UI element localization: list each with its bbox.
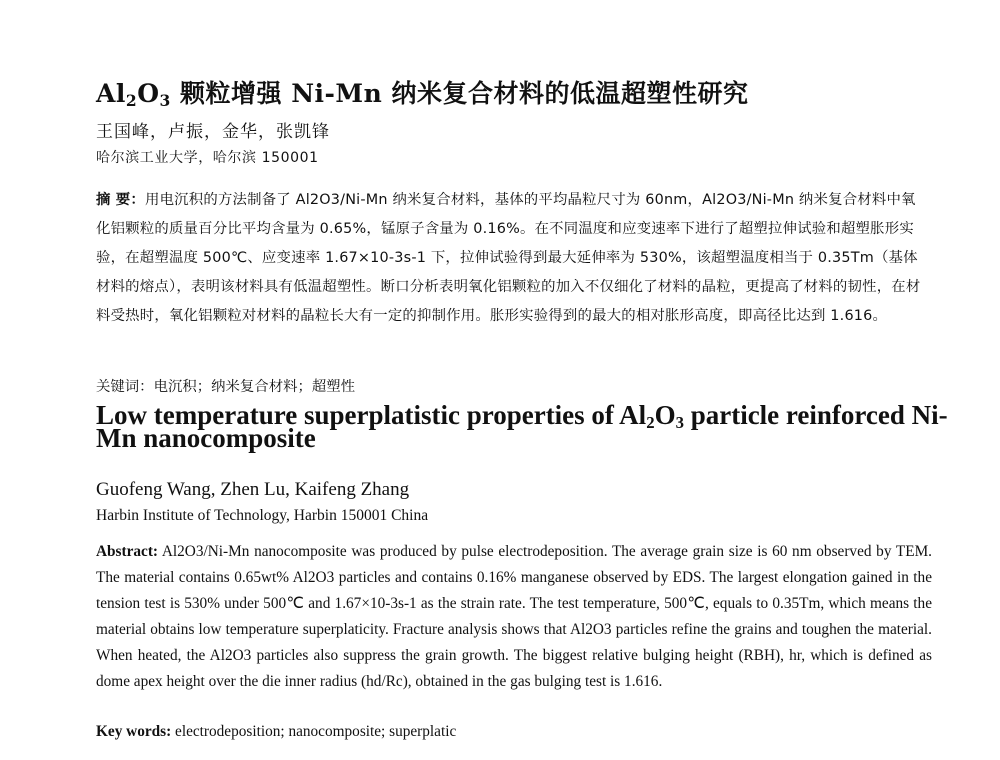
english-title-sub2: 3	[675, 413, 684, 433]
chinese-title	[96, 78, 748, 110]
chinese-title-part2: O	[137, 79, 160, 108]
english-title-part1: Low temperature superplatistic properties of Al	[96, 400, 647, 430]
chinese-affiliation: 哈尔滨工业大学，哈尔滨 150001	[96, 150, 319, 166]
chinese-abstract	[96, 186, 926, 331]
english-keywords	[96, 721, 456, 743]
chinese-title-part3: 颗粒增强 Ni-Mn 纳米复合材料的低温超塑性研究	[170, 79, 749, 108]
english-abstract-text: Al2O3/Ni-Mn nanocomposite was produced by pulse electrodeposition. The average grain size is 60 nm observed by TEM. The material contains 0.65wt% Al2O3 particles and contains 0.16% manganese observed by EDS. The largest elongation gained in the tension test is 530% under 500℃ and 1.67×10-3s-1 as the strain rate. The test temperature, 500℃, equals to 0.35Tm, which means the material obtains low temperature superplaticity. Fracture analysis shows that Al2O3 particles refine the grains and toughen the material. When heated, the Al2O3 particles also suppress the grain growth. The biggest relative bulging height (RBH), hr, which is defined as dome apex height over the die inner radius (hd/Rc), obtained in the gas bulging test is 1.616.	[96, 543, 932, 690]
chinese-title-sub2: 3	[159, 90, 171, 110]
english-affiliation: Harbin Institute of Technology, Harbin 150001 China	[96, 507, 429, 524]
chinese-authors: 王国峰，卢振，金华，张凯锋	[96, 122, 330, 142]
english-abstract	[96, 539, 932, 695]
chinese-title-sub1: 2	[125, 90, 138, 110]
english-title	[96, 400, 976, 453]
english-title-sub1: 2	[646, 413, 655, 433]
chinese-title-part1: Al	[96, 79, 126, 108]
chinese-keywords: 关键词：电沉积；纳米复合材料；超塑性	[96, 379, 356, 395]
english-title-part2: O	[654, 400, 676, 430]
english-authors: Guofeng Wang, Zhen Lu, Kaifeng Zhang	[96, 479, 410, 500]
english-keywords-text: electrodeposition; nanocomposite; superplatic	[171, 723, 457, 740]
chinese-abstract-text: 用电沉积的方法制备了 Al2O3/Ni-Mn 纳米复合材料，基体的平均晶粒尺寸为 60nm，Al2O3/Ni-Mn 纳米复合材料中氧化铝颗粒的质量百分比平均含量为 0.65%，锰原子含量为 0.16%。在不同温度和应变速率下进行了超塑拉伸试验和超塑胀形实验，在超塑温度 500℃、应变速率 1.67×10-3s-1 下，拉伸试验得到最大延伸率为 530%，该超塑温度相当于 0.35Tm（基体材料的熔点），表明该材料具有低温超塑性。断口分析表明氧化铝颗粒的加入不仅细化了材料的晶粒，更提高了材料的韧性，在材料受热时，氧化铝颗粒对材料的晶粒长大有一定的抑制作用。胀形实验得到的最大的相对胀形高度，即高径比达到 1.616。	[96, 192, 921, 324]
chinese-abstract-label: 摘 要：	[96, 192, 145, 208]
english-title-part3: particle reinforced Ni-Mn nanocomposite	[96, 400, 948, 453]
english-keywords-label: Key words:	[96, 723, 172, 740]
english-abstract-label: Abstract:	[96, 543, 159, 560]
